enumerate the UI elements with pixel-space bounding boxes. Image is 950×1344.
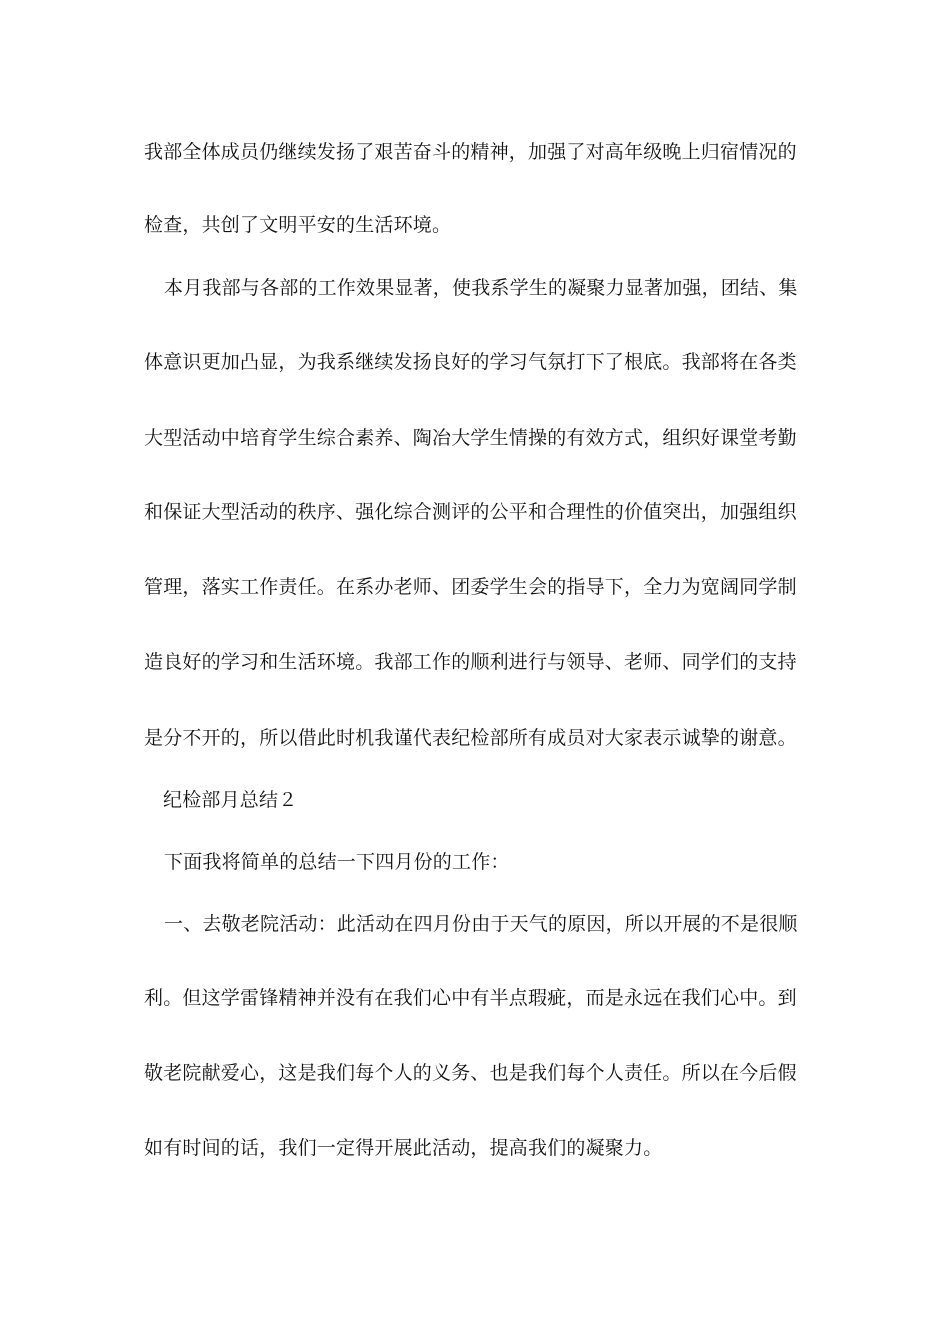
paragraph-line: 体意识更加凸显，为我系继续发扬良好的学习气氛打下了根底。我部将在各类 xyxy=(144,351,797,373)
section-heading: 纪检部月总结２ xyxy=(163,789,298,811)
paragraph-line: 管理，落实工作责任。在系办老师、团委学生会的指导下，全力为宽阔同学制 xyxy=(144,576,797,598)
paragraph-line: 我部全体成员仍继续发扬了艰苦奋斗的精神，加强了对高年级晚上归宿情况的 xyxy=(144,141,797,163)
paragraph-line: 造良好的学习和生活环境。我部工作的顺利进行与领导、老师、同学们的支持 xyxy=(144,651,797,673)
paragraph-line: 大型活动中培育学生综合素养、陶冶大学生情操的有效方式，组织好课堂考勤 xyxy=(144,427,797,449)
paragraph-line: 利。但这学雷锋精神并没有在我们心中有半点瑕疵，而是永远在我们心中。到 xyxy=(144,987,797,1009)
paragraph-line: 一、去敬老院活动：此活动在四月份由于天气的原因，所以开展的不是很顺 xyxy=(164,913,798,935)
paragraph-line: 敬老院献爱心，这是我们每个人的义务、也是我们每个人责任。所以在今后假 xyxy=(144,1062,797,1084)
paragraph-line: 下面我将简单的总结一下四月份的工作： xyxy=(164,851,510,873)
paragraph-line: 和保证大型活动的秩序、强化综合测评的公平和合理性的价值突出，加强组织 xyxy=(144,501,797,523)
paragraph-line: 如有时间的话，我们一定得开展此活动，提高我们的凝聚力。 xyxy=(144,1137,663,1159)
paragraph-line: 检查，共创了文明平安的生活环境。 xyxy=(144,214,452,236)
paragraph-line: 是分不开的，所以借此时机我谨代表纪检部所有成员对大家表示诚挚的谢意。 xyxy=(144,727,797,749)
paragraph-line: 本月我部与各部的工作效果显著，使我系学生的凝聚力显著加强，团结、集 xyxy=(164,277,798,299)
